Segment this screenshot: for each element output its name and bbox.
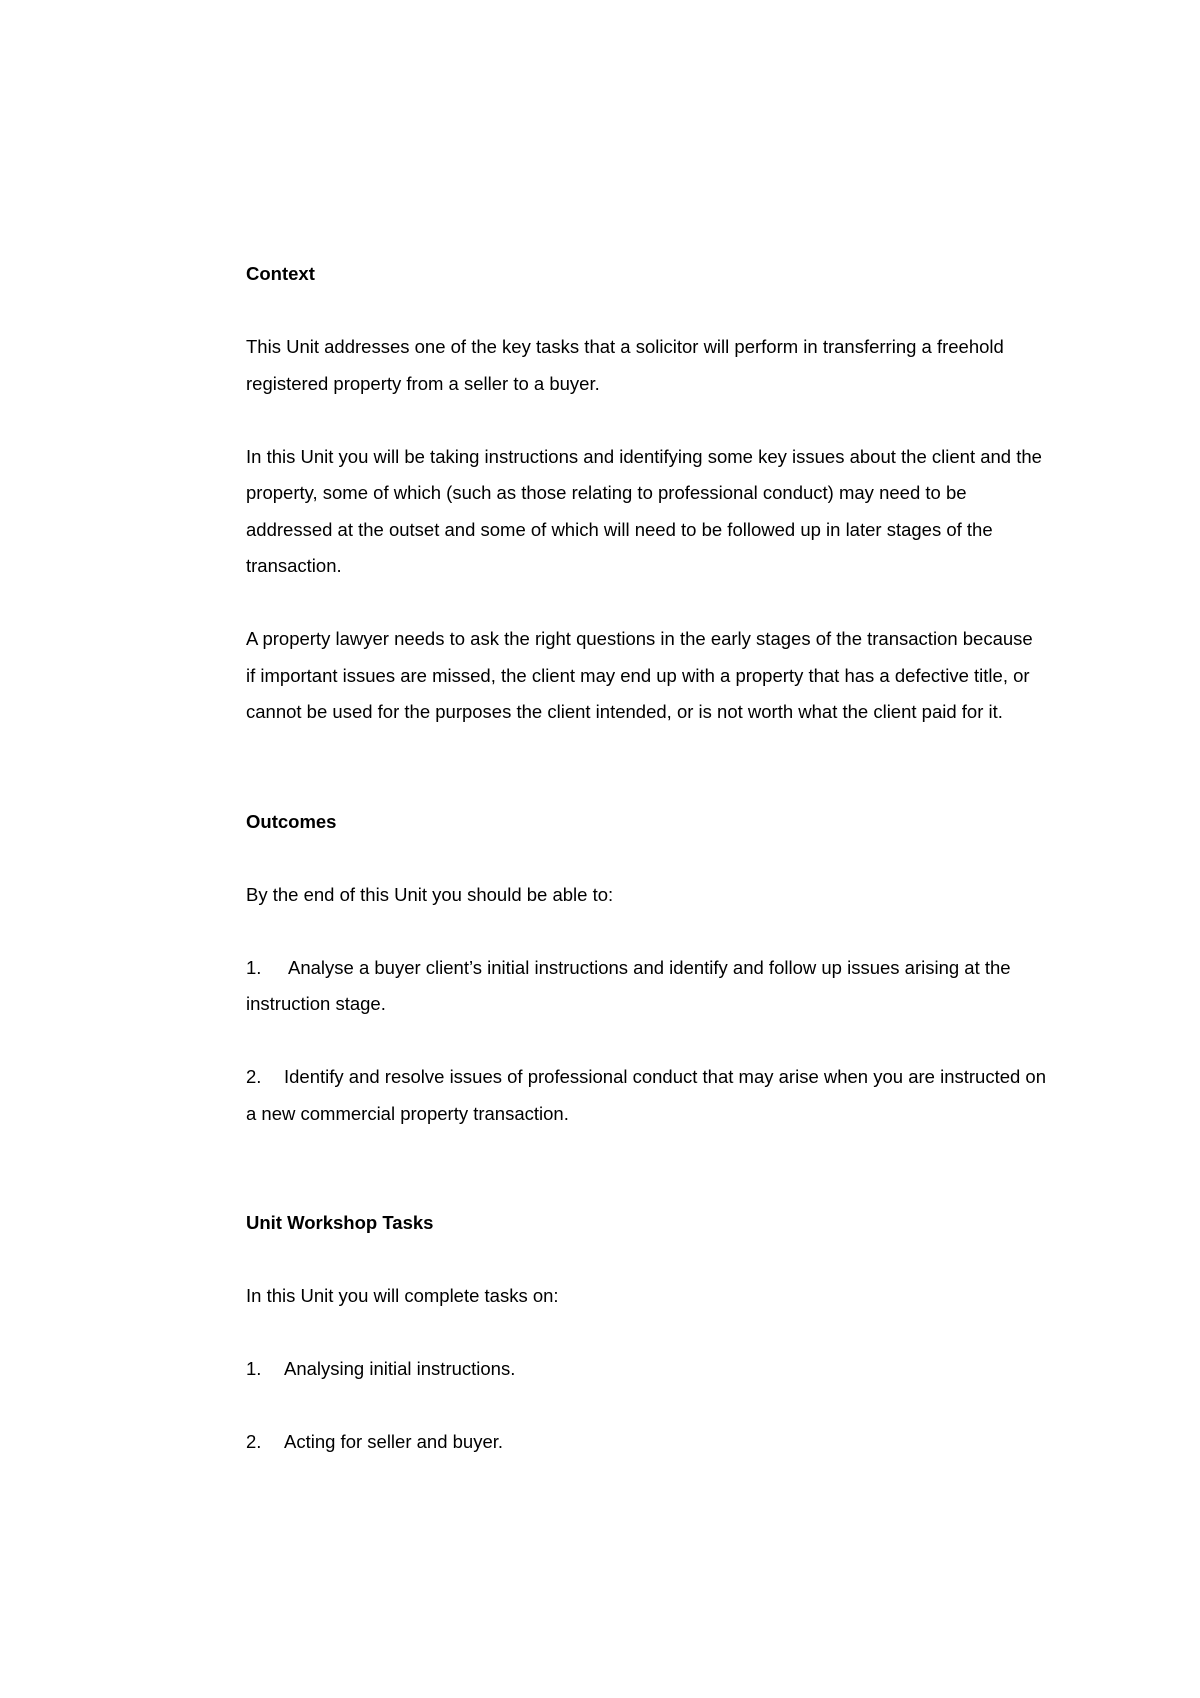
list-text: Acting for seller and buyer. bbox=[284, 1431, 504, 1452]
context-paragraph-3: A property lawyer needs to ask the right questions in the early stages of the transaction because if important issues are missed, the client may end up with a property that has a defective title, or cannot be used for the purposes the client intended, or is not worth what the client paid for it. bbox=[246, 628, 1033, 722]
workshop-heading: Unit Workshop Tasks bbox=[246, 1212, 434, 1233]
list-text: Analyse a buyer client’s initial instructions and identify and follow up issues arising at the instruction stage. bbox=[246, 956, 1011, 1014]
list-number: 2. bbox=[246, 1066, 262, 1087]
list-number: 2. bbox=[246, 1431, 262, 1452]
outcomes-intro: By the end of this Unit you should be able to: bbox=[246, 883, 614, 905]
outcome-item-1 bbox=[246, 950, 1046, 1023]
list-text: Identify and resolve issues of professional conduct that may arise when you are instructed on a new commercial property transaction. bbox=[246, 1066, 1047, 1124]
context-heading: Context bbox=[246, 263, 315, 284]
workshop-intro: In this Unit you will complete tasks on: bbox=[246, 1285, 559, 1306]
document-body bbox=[246, 256, 1046, 1461]
context-paragraph-1: This Unit addresses one of the key tasks that a solicitor will perform in transferring a freehold registered property from a seller to a buyer. bbox=[246, 336, 1004, 394]
list-number: 1. bbox=[246, 956, 262, 978]
outcome-item-2 bbox=[246, 1059, 1046, 1132]
list-text: Analysing initial instructions. bbox=[284, 1358, 516, 1379]
context-paragraph-2: In this Unit you will be taking instructions and identifying some key issues about the client and the property, some of which (such as those relating to professional conduct) may need to be addressed at the outset and some of which will need to be followed up in later stages of the transaction. bbox=[246, 445, 1042, 576]
workshop-item-2 bbox=[246, 1424, 1046, 1461]
outcomes-heading: Outcomes bbox=[246, 810, 337, 832]
workshop-item-1 bbox=[246, 1351, 1046, 1388]
list-number: 1. bbox=[246, 1358, 262, 1379]
